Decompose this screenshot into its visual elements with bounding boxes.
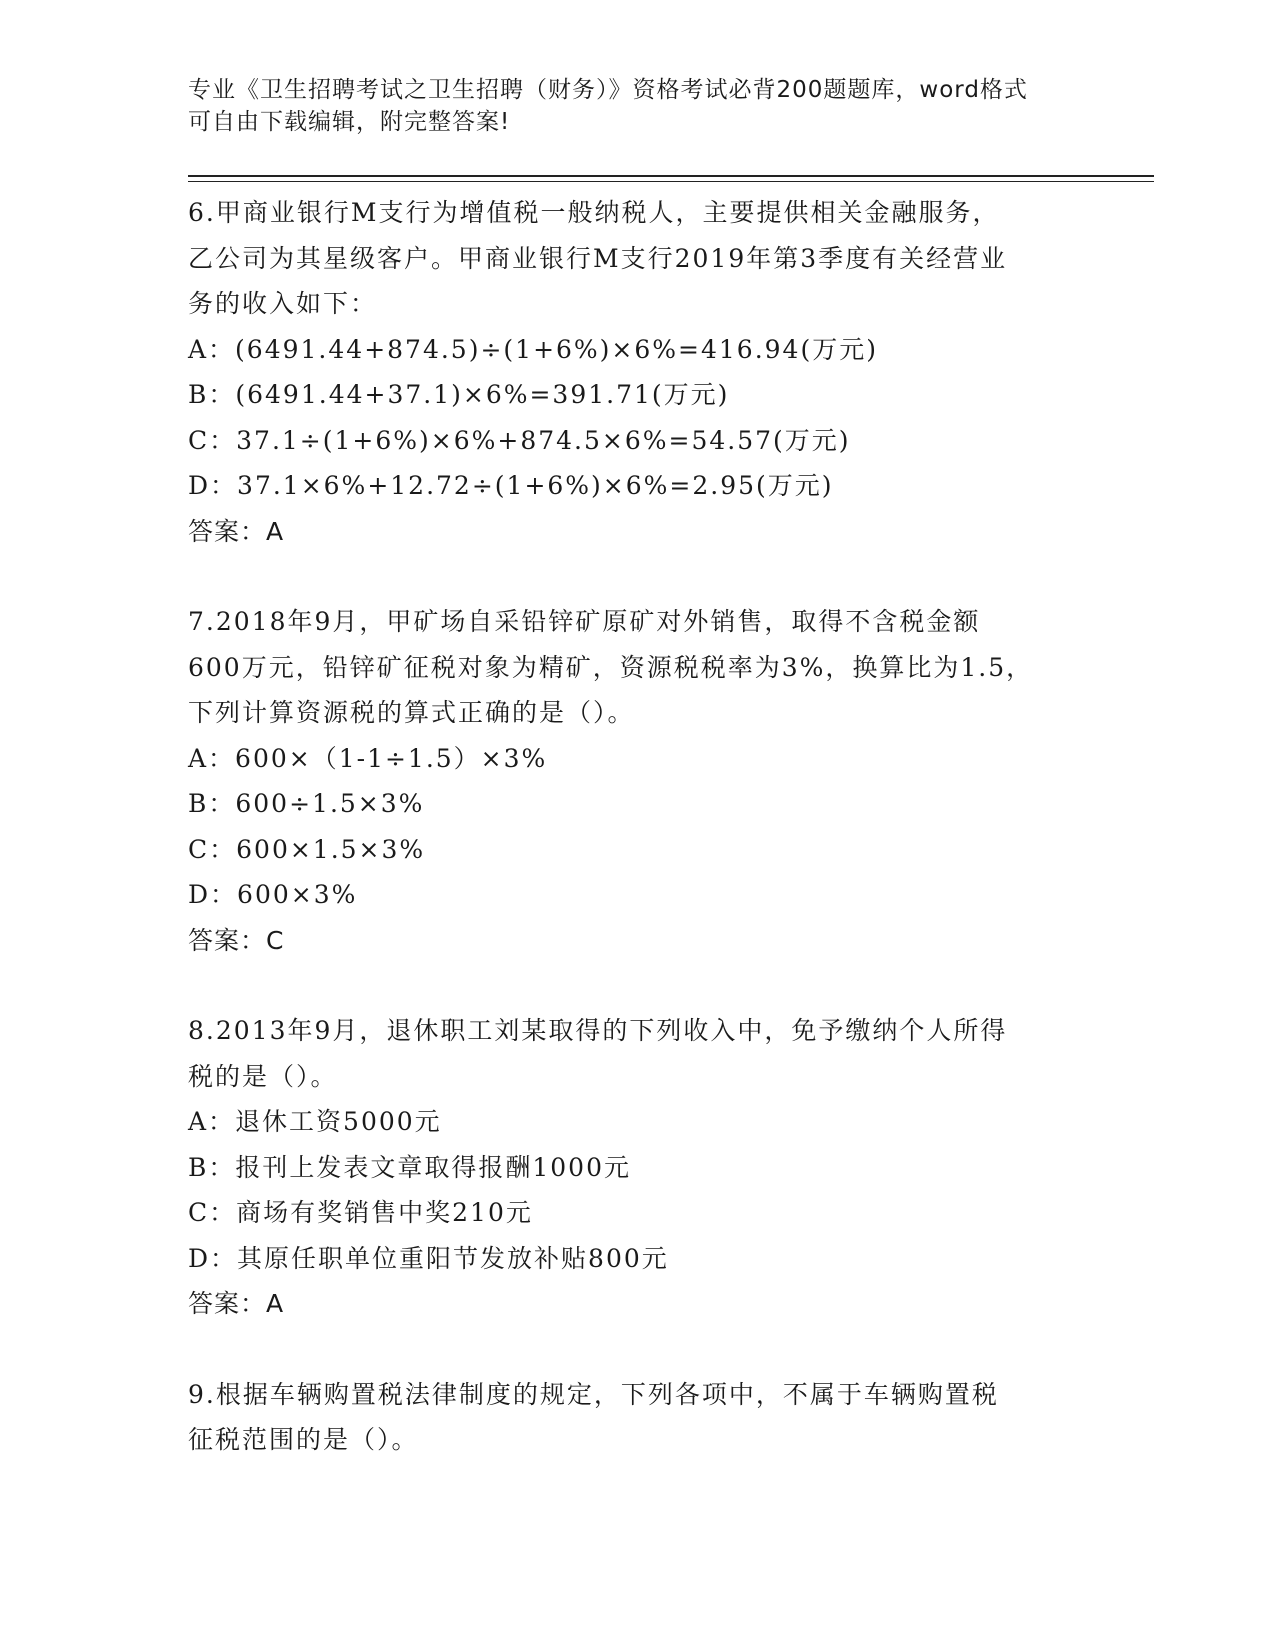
question-stem-line: 6.甲商业银行M支行为增值税一般纳税人，主要提供相关金融服务， <box>188 198 1000 227</box>
question-stem-line: 600万元，铅锌矿征税对象为精矿，资源税税率为3%，换算比为1.5， <box>188 652 1034 682</box>
question-stem-line: 9.根据车辆购置税法律制度的规定，下列各项中，不属于车辆购置税 <box>188 1379 999 1409</box>
question-stem-line: 乙公司为其星级客户。甲商业银行M支行2019年第3季度有关经营业 <box>188 243 1008 273</box>
question-stem-line: 8.2013年9月，退休职工刘某取得的下列收入中，免予缴纳个人所得 <box>188 1016 1008 1045</box>
spacer <box>188 963 1088 1008</box>
answer-line: 答案：A <box>188 516 285 546</box>
header-line-2: 可自由下载编辑，附完整答案! <box>188 109 511 135</box>
question-6 <box>188 190 1088 554</box>
answer-line: 答案：C <box>188 925 285 955</box>
option-c: C：37.1÷(1+6%)×6%+874.5×6%=54.57(万元) <box>188 425 851 455</box>
question-stem-line: 下列计算资源税的算式正确的是（）。 <box>188 698 635 727</box>
header-divider-thin <box>188 181 1154 182</box>
document-header <box>188 74 1088 138</box>
question-8 <box>188 1008 1088 1327</box>
option-d: D：37.1×6%+12.72÷(1+6%)×6%=2.95(万元) <box>188 471 834 500</box>
answer-line: 答案：A <box>188 1289 285 1318</box>
option-c: C：商场有奖销售中奖210元 <box>188 1198 533 1227</box>
option-a: A：600×（1-1÷1.5）×3% <box>188 743 548 773</box>
question-stem-line: 7.2018年9月，甲矿场自采铅锌矿原矿对外销售，取得不含税金额 <box>188 607 981 636</box>
header-divider-thick <box>188 175 1154 177</box>
question-list <box>188 190 1088 1463</box>
question-stem-line: 务的收入如下： <box>188 289 378 318</box>
spacer <box>188 1327 1088 1372</box>
question-stem-line: 征税范围的是（）。 <box>188 1425 419 1454</box>
option-b: B：报刊上发表文章取得报酬1000元 <box>188 1152 631 1182</box>
spacer <box>188 554 1088 599</box>
header-line-1: 专业《卫生招聘考试之卫生招聘（财务）》资格考试必背200题题库，word格式 <box>188 77 1028 103</box>
option-b: B：(6491.44+37.1)×6%=391.71(万元) <box>188 380 730 409</box>
question-7 <box>188 599 1088 963</box>
question-stem-line: 税的是（）。 <box>188 1061 338 1091</box>
option-a: A：退休工资5000元 <box>188 1107 442 1136</box>
option-a: A：(6491.44+874.5)÷(1+6%)×6%=416.94(万元) <box>188 334 878 364</box>
question-9 <box>188 1372 1088 1463</box>
option-b: B：600÷1.5×3% <box>188 789 425 818</box>
option-c: C：600×1.5×3% <box>188 834 426 864</box>
option-d: D：其原任职单位重阳节发放补贴800元 <box>188 1243 669 1273</box>
option-d: D：600×3% <box>188 880 358 909</box>
